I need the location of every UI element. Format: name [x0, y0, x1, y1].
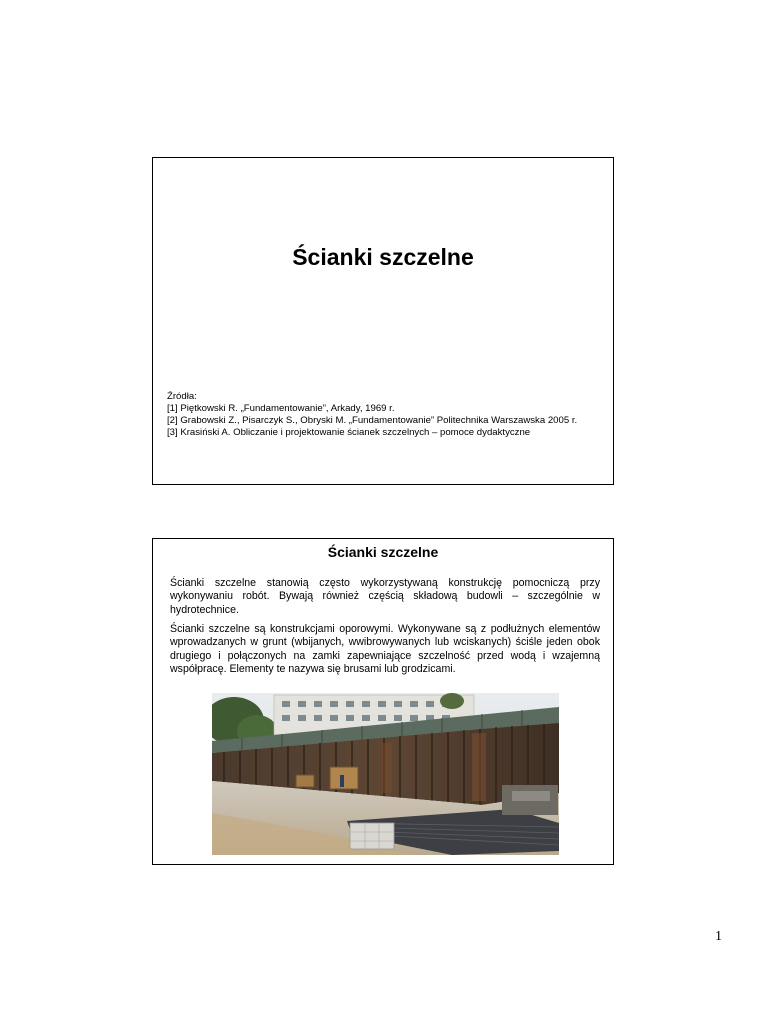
sources-list: [167, 391, 593, 439]
slide-1-title: Ścianki szczelne: [292, 244, 474, 270]
source-item: [3] Krasiński A. Obliczanie i projektowanie ścianek szczelnych – pomoce dydaktyczne: [167, 427, 531, 438]
slide-2-title: Ścianki szczelne: [327, 544, 439, 560]
source-item: [2] Grabowski Z., Pisarczyk S., Obryski M. „Fundamentowanie” Politechnika Warszawska 2005 r.: [167, 415, 578, 426]
slide-2: [152, 538, 614, 865]
source-item: [1] Piętkowski R. „Fundamentowanie”, Arkady, 1969 r.: [167, 403, 395, 414]
sources-heading: Źródła:: [167, 391, 197, 402]
paragraph: Ścianki szczelne stanowią często wykorzystywaną konstrukcję pomocniczą przy wykonywaniu robót. Bywają również częścią składową budowli – szczególnie w hydrotechnice.: [170, 577, 600, 616]
page-number: 1: [715, 929, 722, 944]
sheet-pile-wall-photo: [212, 693, 559, 855]
paragraph: Ścianki szczelne są konstrukcjami oporowymi. Wykonywane są z podłużnych elementów wprowadzanych w grunt (wbijanych, wwibrowywanych lub wciskanych) ściśle jeden obok drugiego i połączonych na zamki zapewniające szczelność przed wodą i wzajemną współpracę. Elementy te nazywa się brusami lub grodzicami.: [170, 623, 600, 675]
slide-1: [152, 157, 614, 485]
